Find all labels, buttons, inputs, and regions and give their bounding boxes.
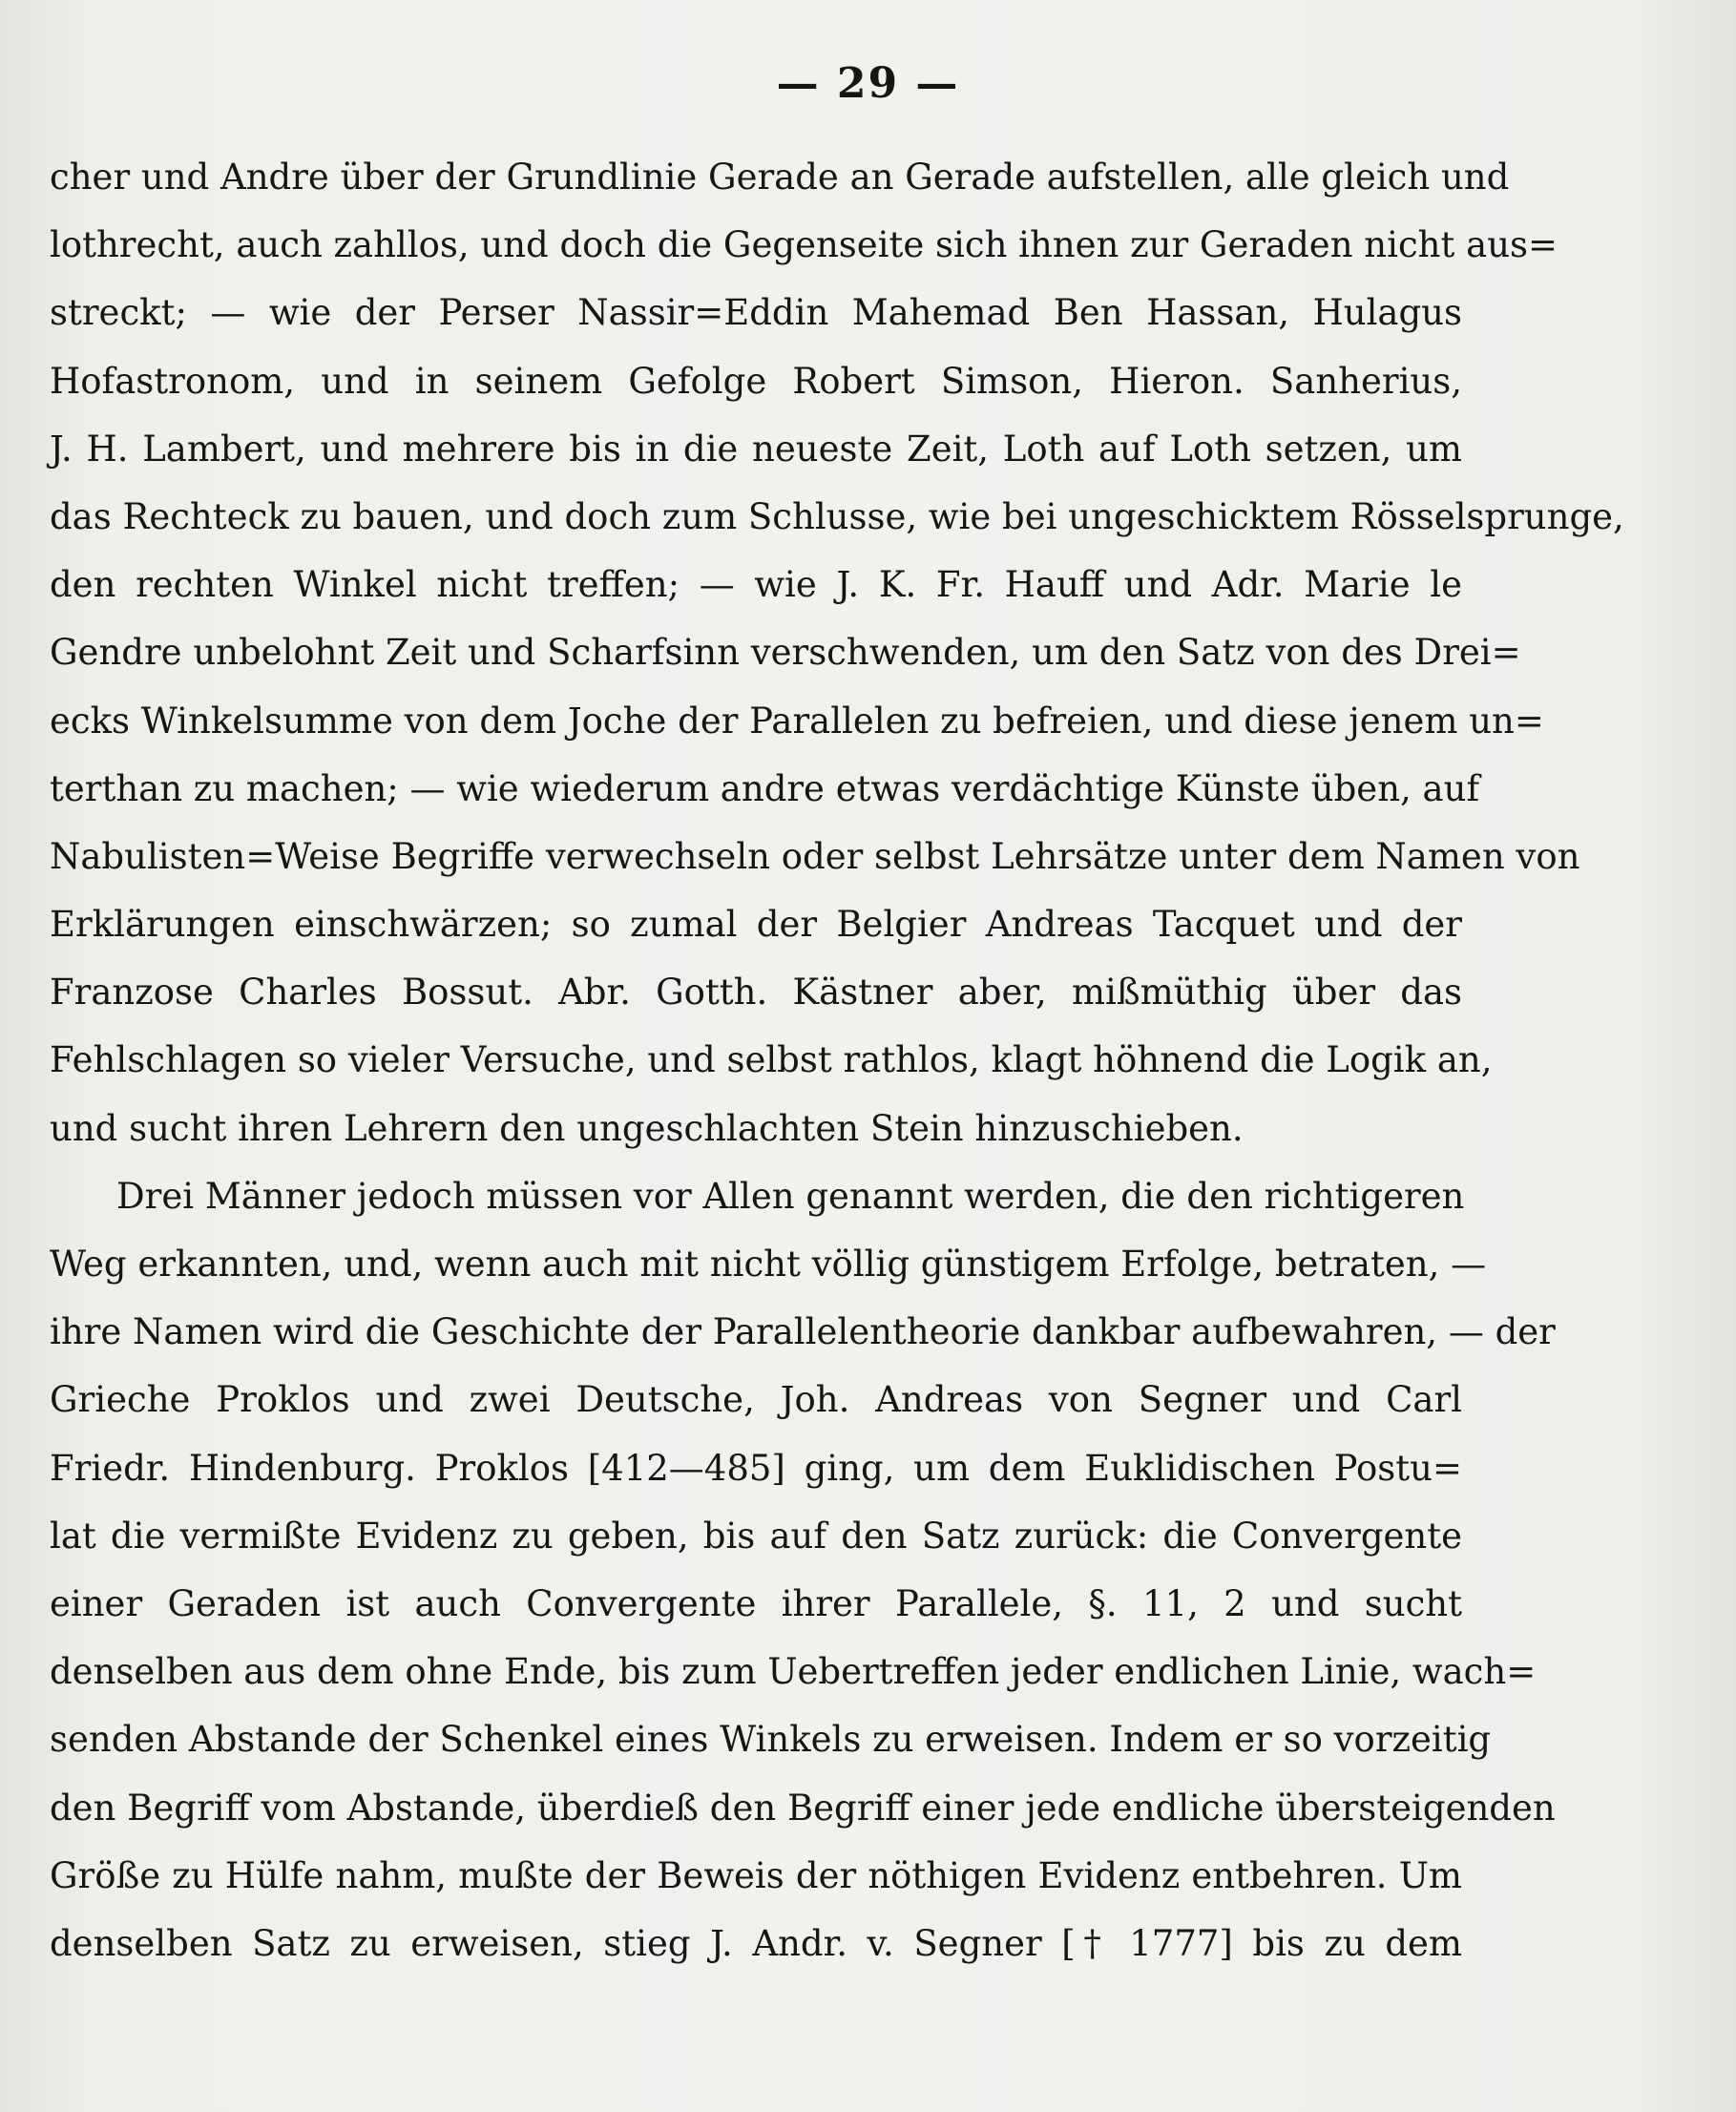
text-line: streckt; — wie der Perser Nassir=Eddin Mahemad Ben Hassan, Hulagus xyxy=(50,292,1462,334)
paragraph-start-line: Drei Männer jedoch müssen vor Allen genannt werden, die den richtigeren xyxy=(116,1175,1465,1217)
text-line: denselben aus dem ohne Ende, bis zum Uebertreffen jeder endlichen Linie, wach= xyxy=(50,1651,1537,1693)
text-line: Weg erkannten, und, wenn auch mit nicht völlig günstigem Erfolge, betraten, — xyxy=(50,1244,1487,1285)
text-line: lat die vermißte Evidenz zu geben, bis auf den Satz zurück: die Convergente xyxy=(50,1515,1462,1557)
text-line: Gendre unbelohnt Zeit und Scharfsinn verschwenden, um den Satz von des Drei= xyxy=(50,632,1521,674)
text-line: lothrecht, auch zahllos, und doch die Gegenseite sich ihnen zur Geraden nicht aus= xyxy=(50,224,1558,266)
paragraph-end-line: und sucht ihren Lehrern den ungeschlachten Stein hinzuschieben. xyxy=(50,1107,1244,1149)
text-line: cher und Andre über der Grundlinie Gerade an Gerade aufstellen, alle gleich und xyxy=(50,157,1510,198)
text-line: Größe zu Hülfe nahm, mußte der Beweis der nöthigen Evidenz entbehren. Um xyxy=(50,1854,1462,1896)
text-line: senden Abstande der Schenkel eines Winkels zu erweisen. Indem er so vorzeitig xyxy=(50,1719,1492,1761)
text-line: Franzose Charles Bossut. Abr. Gotth. Kästner aber, mißmüthig über das xyxy=(50,972,1462,1014)
text-line: den Begriff vom Abstande, überdieß den Begriff einer jede endliche übersteigenden xyxy=(50,1787,1556,1829)
text-line: Hofastronom, und in seinem Gefolge Robert Simson, Hieron. Sanherius, xyxy=(50,360,1462,402)
text-line: denselben Satz zu erweisen, stieg J. Andr. v. Segner [† 1777] bis zu dem xyxy=(50,1922,1462,1964)
text-line: Fehlschlagen so vieler Versuche, und selbst rathlos, klagt höhnend die Logik an, xyxy=(50,1039,1493,1081)
text-line: ihre Namen wird die Geschichte der Parallelentheorie dankbar aufbewahren, — der xyxy=(50,1311,1556,1353)
text-line: Friedr. Hindenburg. Proklos [412—485] ging, um dem Euklidischen Postu= xyxy=(50,1447,1462,1489)
text-line: einer Geraden ist auch Convergente ihrer Parallele, §. 11, 2 und sucht xyxy=(50,1582,1462,1624)
text-line: den rechten Winkel nicht treffen; — wie J. K. Fr. Hauff und Adr. Marie le xyxy=(50,564,1462,606)
text-line: das Rechteck zu bauen, und doch zum Schlusse, wie bei ungeschicktem Rösselsprunge, xyxy=(50,495,1624,537)
text-line: Nabulisten=Weise Begriffe verwechseln oder selbst Lehrsätze unter dem Namen von xyxy=(50,835,1580,877)
text-line: terthan zu machen; — wie wiederum andre etwas verdächtige Künste üben, auf xyxy=(50,767,1480,809)
page-number: — 29 — xyxy=(776,59,960,108)
text-line: Erklärungen einschwärzen; so zumal der Belgier Andreas Tacquet und der xyxy=(50,904,1462,946)
body-text xyxy=(50,143,1624,1977)
text-line: ecks Winkelsumme von dem Joche der Parallelen zu befreien, und diese jenem un= xyxy=(50,700,1544,742)
text-line: Grieche Proklos und zwei Deutsche, Joh. Andreas von Segner und Carl xyxy=(50,1379,1462,1421)
text-line: J. H. Lambert, und mehrere bis in die neueste Zeit, Loth auf Loth setzen, um xyxy=(50,428,1462,470)
